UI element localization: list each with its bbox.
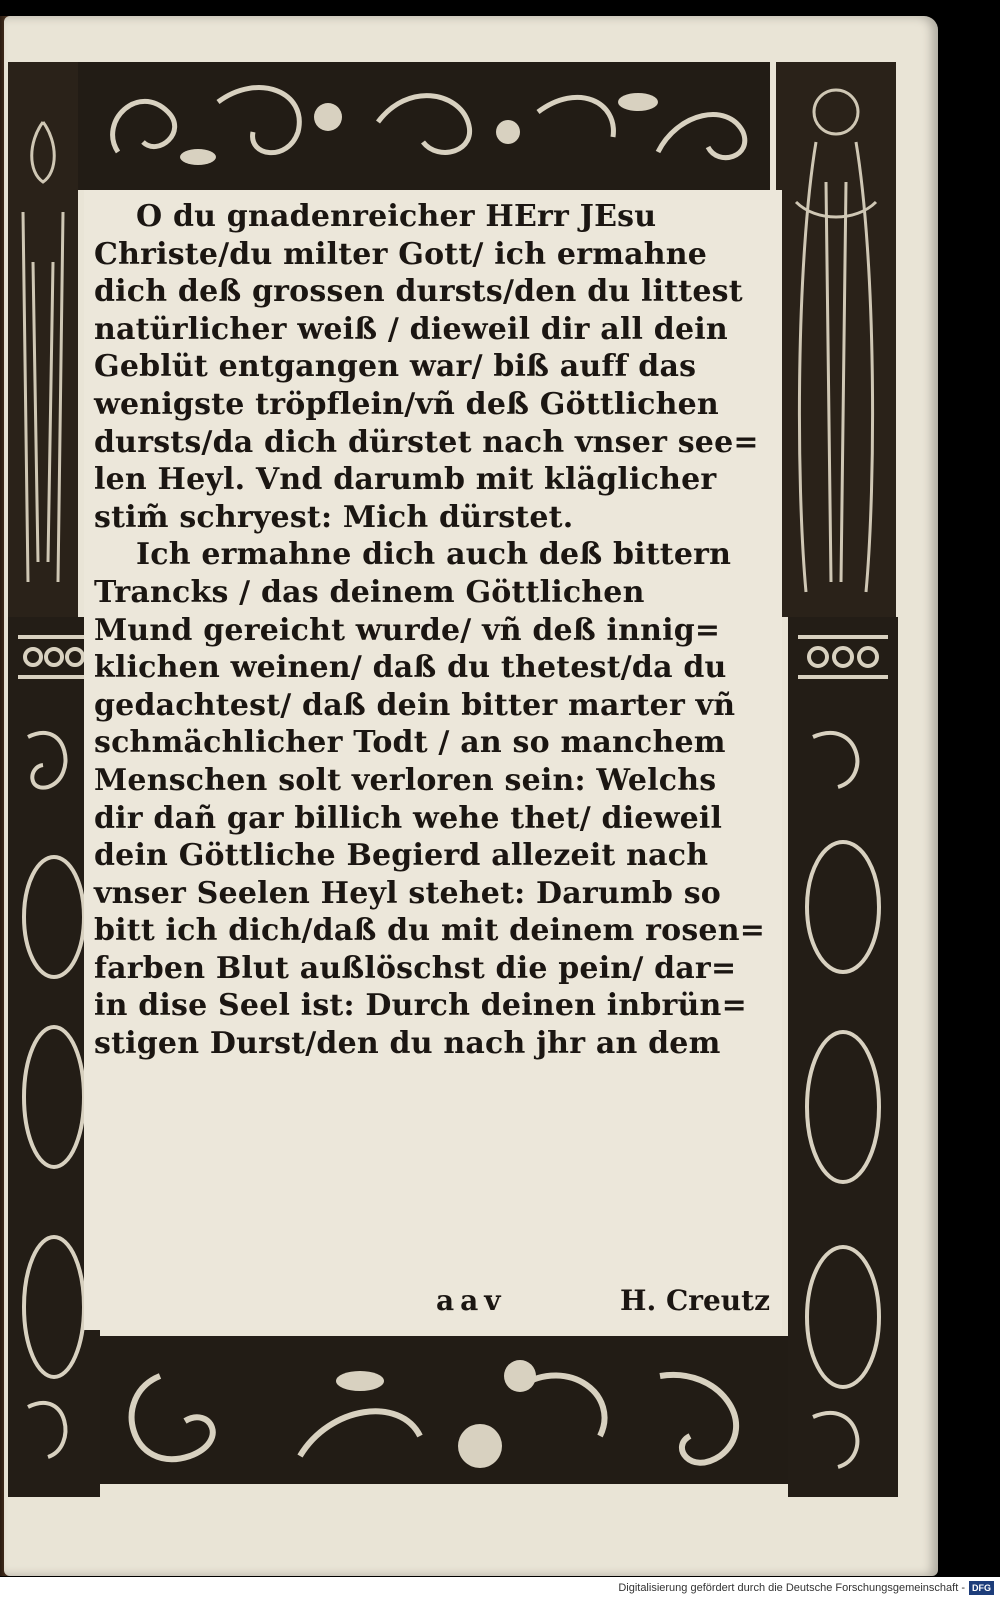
main-text (94, 198, 784, 1063)
woodcut-border-bottom (100, 1336, 790, 1484)
woodcut-border-left-figure (8, 62, 78, 617)
signature-mark: aav (436, 1284, 507, 1317)
text-line: bitt ich dich/daß du mit deinem rosen= (94, 913, 766, 949)
text-line: Trancks / das deinem Göttlichen (94, 574, 645, 610)
text-line: Christe/du milter Gott/ ich ermahne (94, 236, 708, 272)
text-line: Mund gereicht wurde/ vñ deß innig= (94, 612, 721, 648)
paragraph-2 (94, 536, 784, 1062)
text-line: stigen Durst/den du nach jhr an dem (94, 1026, 721, 1062)
paragraph-1 (94, 198, 784, 536)
text-line: Menschen solt verloren sein: Welchs (94, 762, 717, 798)
text-line: dursts/da dich dürstet nach vnser see= (94, 424, 759, 460)
text-line: Geblüt entgangen war/ biß auff das (94, 349, 697, 385)
credit-text: Digitalisierung gefördert durch die Deutsche Forschungsgemeinschaft - (618, 1582, 965, 1594)
text-line: O du gnadenreicher HErr JEsu (136, 199, 657, 234)
text-line: klichen weinen/ daß du thetest/da du (94, 650, 727, 686)
text-line: wenigste tröpflein/vñ deß Göttlichen (94, 386, 719, 422)
text-line: natürlicher weiß / dieweil dir all dein (94, 311, 728, 347)
text-line: stim̃ schryest: Mich dürstet. (94, 499, 574, 535)
woodcut-border-top (78, 62, 770, 190)
woodcut-border-right-column (788, 617, 898, 1497)
text-line: dein Göttliche Begierd allezeit nach (94, 838, 709, 874)
text-line: gedachtest/ daß dein bitter marter vñ (94, 687, 736, 723)
dfg-logo: DFG (969, 1581, 994, 1595)
text-line: schmächlicher Todt / an so manchem (94, 725, 726, 761)
catchword: H. Creutz (620, 1284, 770, 1317)
text-line: Ich ermahne dich auch deß bittern (136, 537, 732, 573)
text-line: vnser Seelen Heyl stehet: Darumb so (94, 875, 721, 911)
text-line: dich deß grossen dursts/den du littest (94, 274, 743, 310)
woodcut-border-right-figure (776, 62, 896, 617)
text-line: in dise Seel ist: Durch deinen inbrün= (94, 988, 747, 1024)
text-line: dir dañ gar billich wehe thet/ dieweil (94, 800, 723, 836)
text-line: farben Blut außlöschst die pein/ dar= (94, 950, 737, 986)
digitization-credit (0, 1577, 1000, 1599)
text-line: len Heyl. Vnd darumb mit kläglicher (94, 462, 717, 498)
